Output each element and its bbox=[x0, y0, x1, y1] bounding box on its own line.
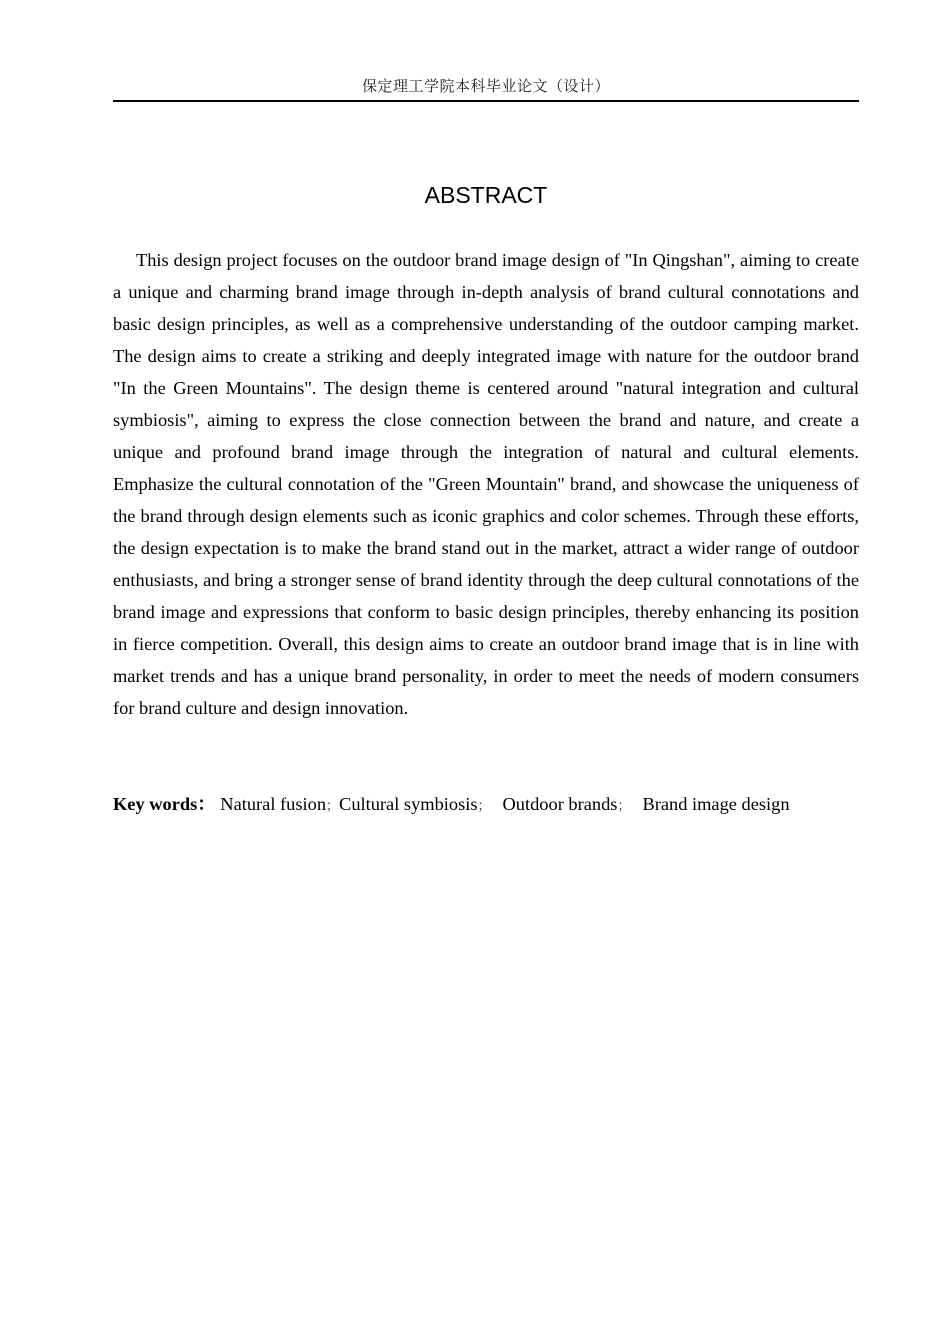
keywords-line bbox=[113, 788, 859, 823]
abstract-body: This design project focuses on the outdoor brand image design of "In Qingshan", aiming to create a unique and charming brand image through in-depth analysis of brand cultural connotations and basic design principles, as well as a comprehensive understanding of the outdoor camping market. The design aims to create a striking and deeply integrated image with nature for the outdoor brand "In the Green Mountains". The design theme is centered around "natural integration and cultural symbiosis", aiming to express the close connection between the brand and nature, and create a unique and profound brand image through the integration of natural and cultural elements. Emphasize the cultural connotation of the "Green Mountain" brand, and showcase the uniqueness of the brand through design elements such as iconic graphics and color schemes. Through these efforts, the design expectation is to make the brand stand out in the market, attract a wider range of outdoor enthusiasts, and bring a stronger sense of brand identity through the deep cultural connotations of the brand image and expressions that conform to basic design principles, thereby enhancing its position in fierce competition. Overall, this design aims to create an outdoor brand image that is in line with market trends and has a unique brand personality, in order to meet the needs of modern consumers for brand culture and design innovation. bbox=[113, 250, 859, 718]
abstract-heading: ABSTRACT bbox=[424, 182, 548, 208]
running-header: 保定理工学院本科毕业论文（设计） bbox=[361, 77, 610, 95]
keywords-label: Key words： bbox=[113, 794, 216, 814]
keyword-separator: ； bbox=[617, 799, 631, 814]
keyword-separator: ； bbox=[477, 799, 491, 814]
keyword-item: Cultural symbiosis bbox=[339, 794, 478, 814]
keyword-item: Brand image design bbox=[642, 794, 790, 814]
keyword-item: Natural fusion bbox=[220, 794, 327, 814]
header-rule bbox=[113, 100, 859, 102]
keyword-separator: ； bbox=[326, 799, 340, 814]
keyword-item: Outdoor brands bbox=[502, 794, 618, 814]
